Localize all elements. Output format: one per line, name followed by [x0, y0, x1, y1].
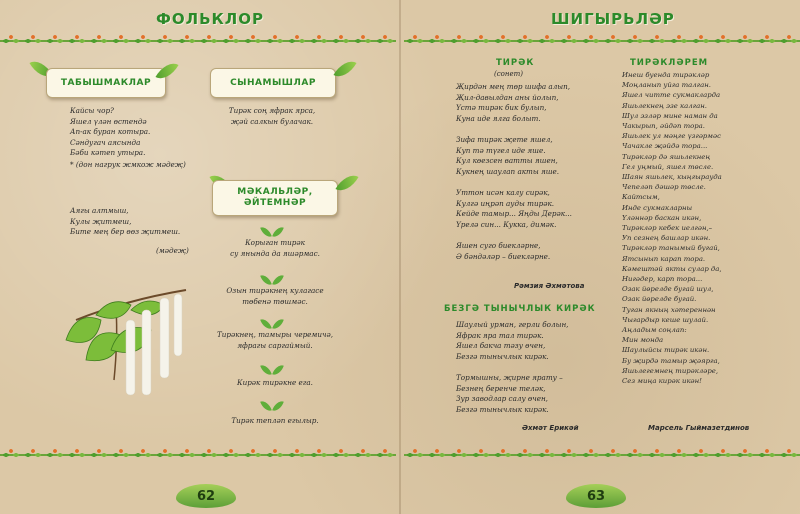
proverb-2: Озын тирәкнең кулагасе төбенә төшмәс. — [226, 286, 324, 306]
bottom-vine-right — [404, 448, 800, 462]
poem1-title: ТИРӘК — [496, 58, 535, 68]
banner-label: СЫНАМЫШЛАР — [230, 77, 316, 88]
proverb-5: Тирәк тепләп егылыр. — [231, 416, 319, 425]
riddle-1-answer: * (дон нагрук жмкож мәдеҗ) — [70, 160, 186, 169]
bottom-vine-left — [0, 448, 396, 462]
banner-label-line1: МӘКАЛЬЛӘР, — [237, 187, 313, 197]
poem1-subtitle: (сонет) — [494, 70, 523, 78]
proverb-1: Корыган тирәк су янында да яшәрмас. — [230, 238, 320, 258]
banner-synamyshlar — [210, 68, 336, 98]
page-number-right: 63 — [566, 484, 626, 508]
banner-tabyshmaklar — [46, 68, 166, 98]
proverb-4: Кирәк тирәкне ега. — [237, 378, 313, 387]
proverb-3: Тирәкнең, тамыры черемичә, яфрагы саргаймый. — [216, 330, 334, 350]
sprout-icon — [260, 362, 286, 376]
section-title-poems: ШИГЫРЬЛӘР — [551, 10, 675, 28]
sprout-icon — [260, 272, 286, 286]
poem2-author: Әхмәт Ерикәй — [522, 424, 579, 432]
poem3-text: Инеш буенда тирәкләр Моңланып уйга талган. Яшел читте сукмакларда Яшьлекнең эзе калган. Шул эзләр мине наман да Чакырып, әйдәп тора. Яшьлек ул мәңге үзгәрмәс Чачакле җәйдә тора... Тирәкләр дә яшьлекнең Гел уңмый, яшел төсле. Шаян яшьлек, кыңгырауда Чепеләп дәшәр төсле. Кайтсым, Инде сукмакларны Үләннәр баскан икән, Тирәкләр кебек иелгән,– Уп сезнең башлар икән. Тирәкләр танымый бугай, Ятсынып карап тора. Кәмештәй якты сулар да, Нигәдер, карп тора... Озак йөрелде бугай шул, Озак йөрелде бугай. Туган якның хәтереннән Чыгардыр кеше шулай. Аңладым соңлап: Мин монда Шаулыйсы тирәк икән. Бу җирдә тамыр җәярга, Яшьлегемнең тирәкләре, Сез миңа кирәк икән! — [622, 71, 722, 386]
banner-label: ТАБЫШМАКЛАР — [60, 77, 152, 88]
poem2-title: БЕЗГӘ ТЫНЫЧЛЫК КИРӘК — [444, 304, 596, 314]
poem3-author: Марсель Гыймазетдинов — [648, 424, 750, 432]
page-number-left: 62 — [176, 484, 236, 508]
book-spine — [399, 0, 401, 514]
leaf-icon — [335, 170, 358, 196]
poem3-title: ТИРӘКЛӘРЕМ — [630, 58, 709, 68]
poem1-text: Җирдән мең төр шифа алып, Җил-давылдан аны йолып, Үстә тирәк бик булып, Куна иде ялга болыт. Зифа тирәк җете яшел, Куп тә түгел иде яше. Кул көезсен ватты яшен, Кукнең шаулап акты яше. Уттон исән калу сирәк, Кулгә иңрәп ауды тирәк. Кейде тамыр... Яңды Дерәк... Үрелә син... Кукка, димәк. Яшен суго биекләрне, Ә бәндәләр – биекләрне. — [456, 82, 572, 261]
top-vine-left — [0, 34, 396, 48]
sprout-icon — [260, 398, 286, 412]
section-title-folklore: ФОЛЬКЛОР — [156, 10, 264, 28]
top-vine-right — [404, 34, 800, 48]
poplar-branch-illustration — [56, 280, 196, 410]
banner-makallar — [212, 180, 338, 216]
riddle-2-answer: (мәдеҗ) — [156, 246, 189, 255]
poem2-text: Шаулый урман, герли болын, Яфрак яра тал тирәк. Яшел бакча тәзу өчен, Безгә тынычлык кирәк. Тормышны, җирне ярату – Безнең беренче теләк, Зур заводлар салу өчен, Безгә тынычлык кирәк. — [456, 320, 569, 414]
leaf-icon — [333, 56, 356, 82]
sprout-icon — [260, 224, 286, 238]
banner-label-line2: ӘЙТЕМНӘР — [243, 198, 307, 208]
omens-text: Тирәк соң яфрак ярса, җәй салкын булачак. — [228, 106, 316, 126]
riddle-2: Аягы алтмыш, Кулы җитмеш, Бите мең бер өөз җитмеш. — [70, 206, 181, 237]
sprout-icon — [260, 316, 286, 330]
riddle-1: Кайсы чор? Яшел үлән өстендә Ап-ак буран котыра. Сәндугач аясында Бәби кәтеп утыра. — [70, 106, 151, 158]
poem1-author: Рәмзия Әхмәтова — [514, 282, 585, 290]
